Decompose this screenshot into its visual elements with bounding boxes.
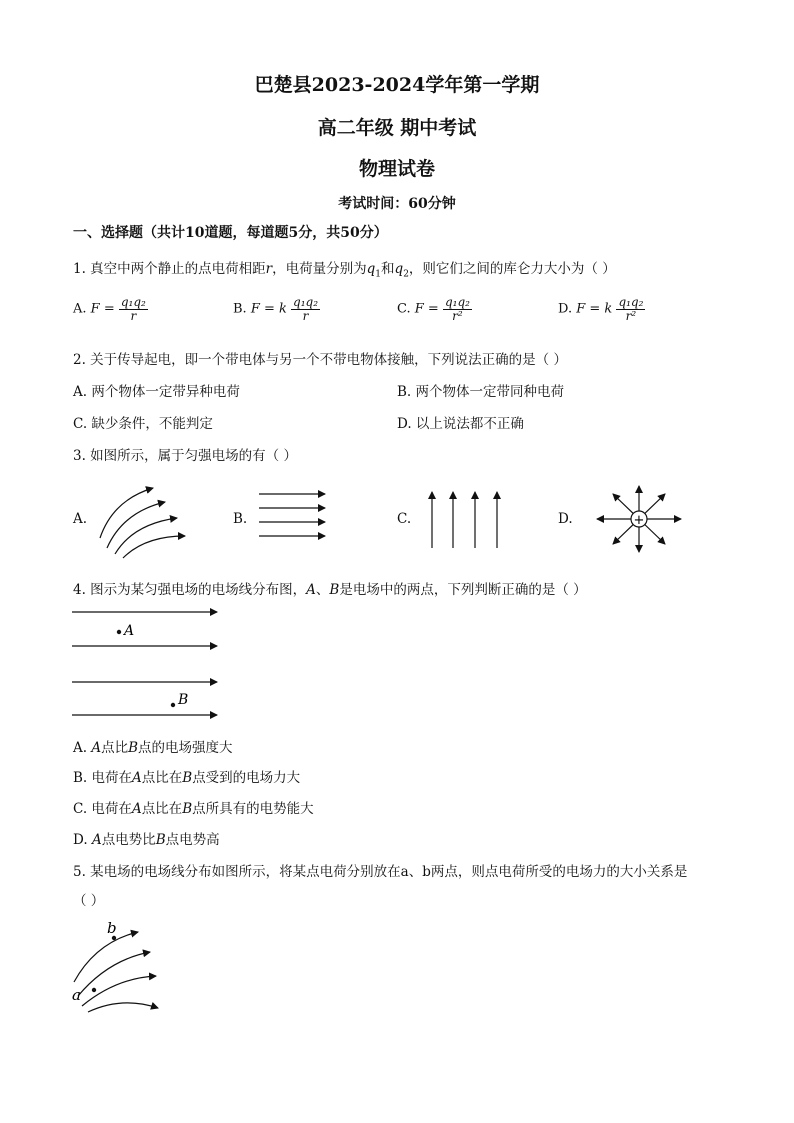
question-1-option-d[interactable]: D. F = k $\frac{\text{q₁q₂}}{\text{r²}}$	[558, 295, 644, 323]
question-3-option-c-label[interactable]: C.	[397, 511, 412, 527]
point-a-dot	[117, 630, 121, 634]
curved-field-ab-figure	[68, 918, 178, 1018]
question-3-stem: 3. 如图所示，属于匀强电场的有（ ）	[73, 448, 297, 464]
question-3-option-a-label[interactable]: A.	[73, 511, 88, 527]
parallel-field-lines-figure	[257, 488, 337, 548]
question-1-stem: 1. 真空中两个静止的点电荷相距r，电荷量分别为$q_1$和$q_2$，则它们之间的库仑力大小为（ ）	[73, 261, 616, 280]
question-4-stem: 4. 图示为某匀强电场的电场线分布图，A、B是电场中的两点，下列判断正确的是（ ）	[73, 582, 587, 598]
question-1-option-a[interactable]: A. F = $\frac{\text{q₁q₂}}{r}$	[73, 295, 146, 323]
exam-title-county: 巴楚县2023-2024学年第一学期	[254, 74, 540, 96]
question-3-option-d-label[interactable]: D.	[558, 511, 573, 527]
question-2-stem: 2. 关于传导起电，即一个带电体与另一个不带电物体接触，下列说法正确的是（ ）	[73, 352, 567, 368]
point-b-dot	[171, 703, 175, 707]
question-4-option-d[interactable]: D. A点电势比B点电势高	[73, 832, 220, 848]
question-5-stem: 5. 某电场的电场线分布如图所示，将某点电荷分别放在a、b两点，则点电荷所受的电场力的大小关系是	[73, 864, 688, 880]
uniform-field-figure	[70, 604, 230, 724]
question-3-option-b-label[interactable]: B.	[233, 511, 248, 527]
section-heading: 一、选择题（共计10道题，每道题5分，共50分）	[73, 225, 388, 241]
positive-charge-sign: +	[633, 513, 645, 528]
point-charge-radial-field-figure	[597, 484, 681, 554]
question-5-answer-paren: （ ）	[73, 893, 105, 909]
question-2-option-d[interactable]: D. 以上说法都不正确	[397, 416, 524, 432]
exam-time: 考试时间：60分钟	[338, 196, 456, 212]
question-4-option-c[interactable]: C. 电荷在A点比在B点所具有的电势能大	[73, 801, 314, 817]
question-1-option-c[interactable]: C. F = $\frac{\text{q₁q₂}}{\text{r²}}$	[397, 295, 470, 323]
point-a-label: A	[124, 623, 135, 639]
exam-title-grade: 高二年级 期中考试	[317, 117, 477, 139]
point-a-dot	[92, 988, 96, 992]
exam-title-subject: 物理试卷	[358, 158, 435, 180]
question-4-option-a[interactable]: A. A点比B点的电场强度大	[73, 740, 233, 756]
point-b-label: b	[107, 919, 117, 937]
question-4-option-b[interactable]: B. 电荷在A点比在B点受到的电场力大	[73, 770, 301, 786]
vertical-field-lines-figure	[425, 486, 505, 550]
question-1-option-b[interactable]: B. F = k $\frac{\text{q₁q₂}}{r}$	[233, 295, 319, 323]
question-2-option-a[interactable]: A. 两个物体一定带异种电荷	[73, 384, 240, 400]
point-a-label: a	[72, 986, 81, 1004]
curved-field-lines-figure	[95, 480, 195, 560]
point-b-label: B	[178, 692, 189, 708]
question-2-option-c[interactable]: C. 缺少条件，不能判定	[73, 416, 213, 432]
question-2-option-b[interactable]: B. 两个物体一定带同种电荷	[397, 384, 565, 400]
